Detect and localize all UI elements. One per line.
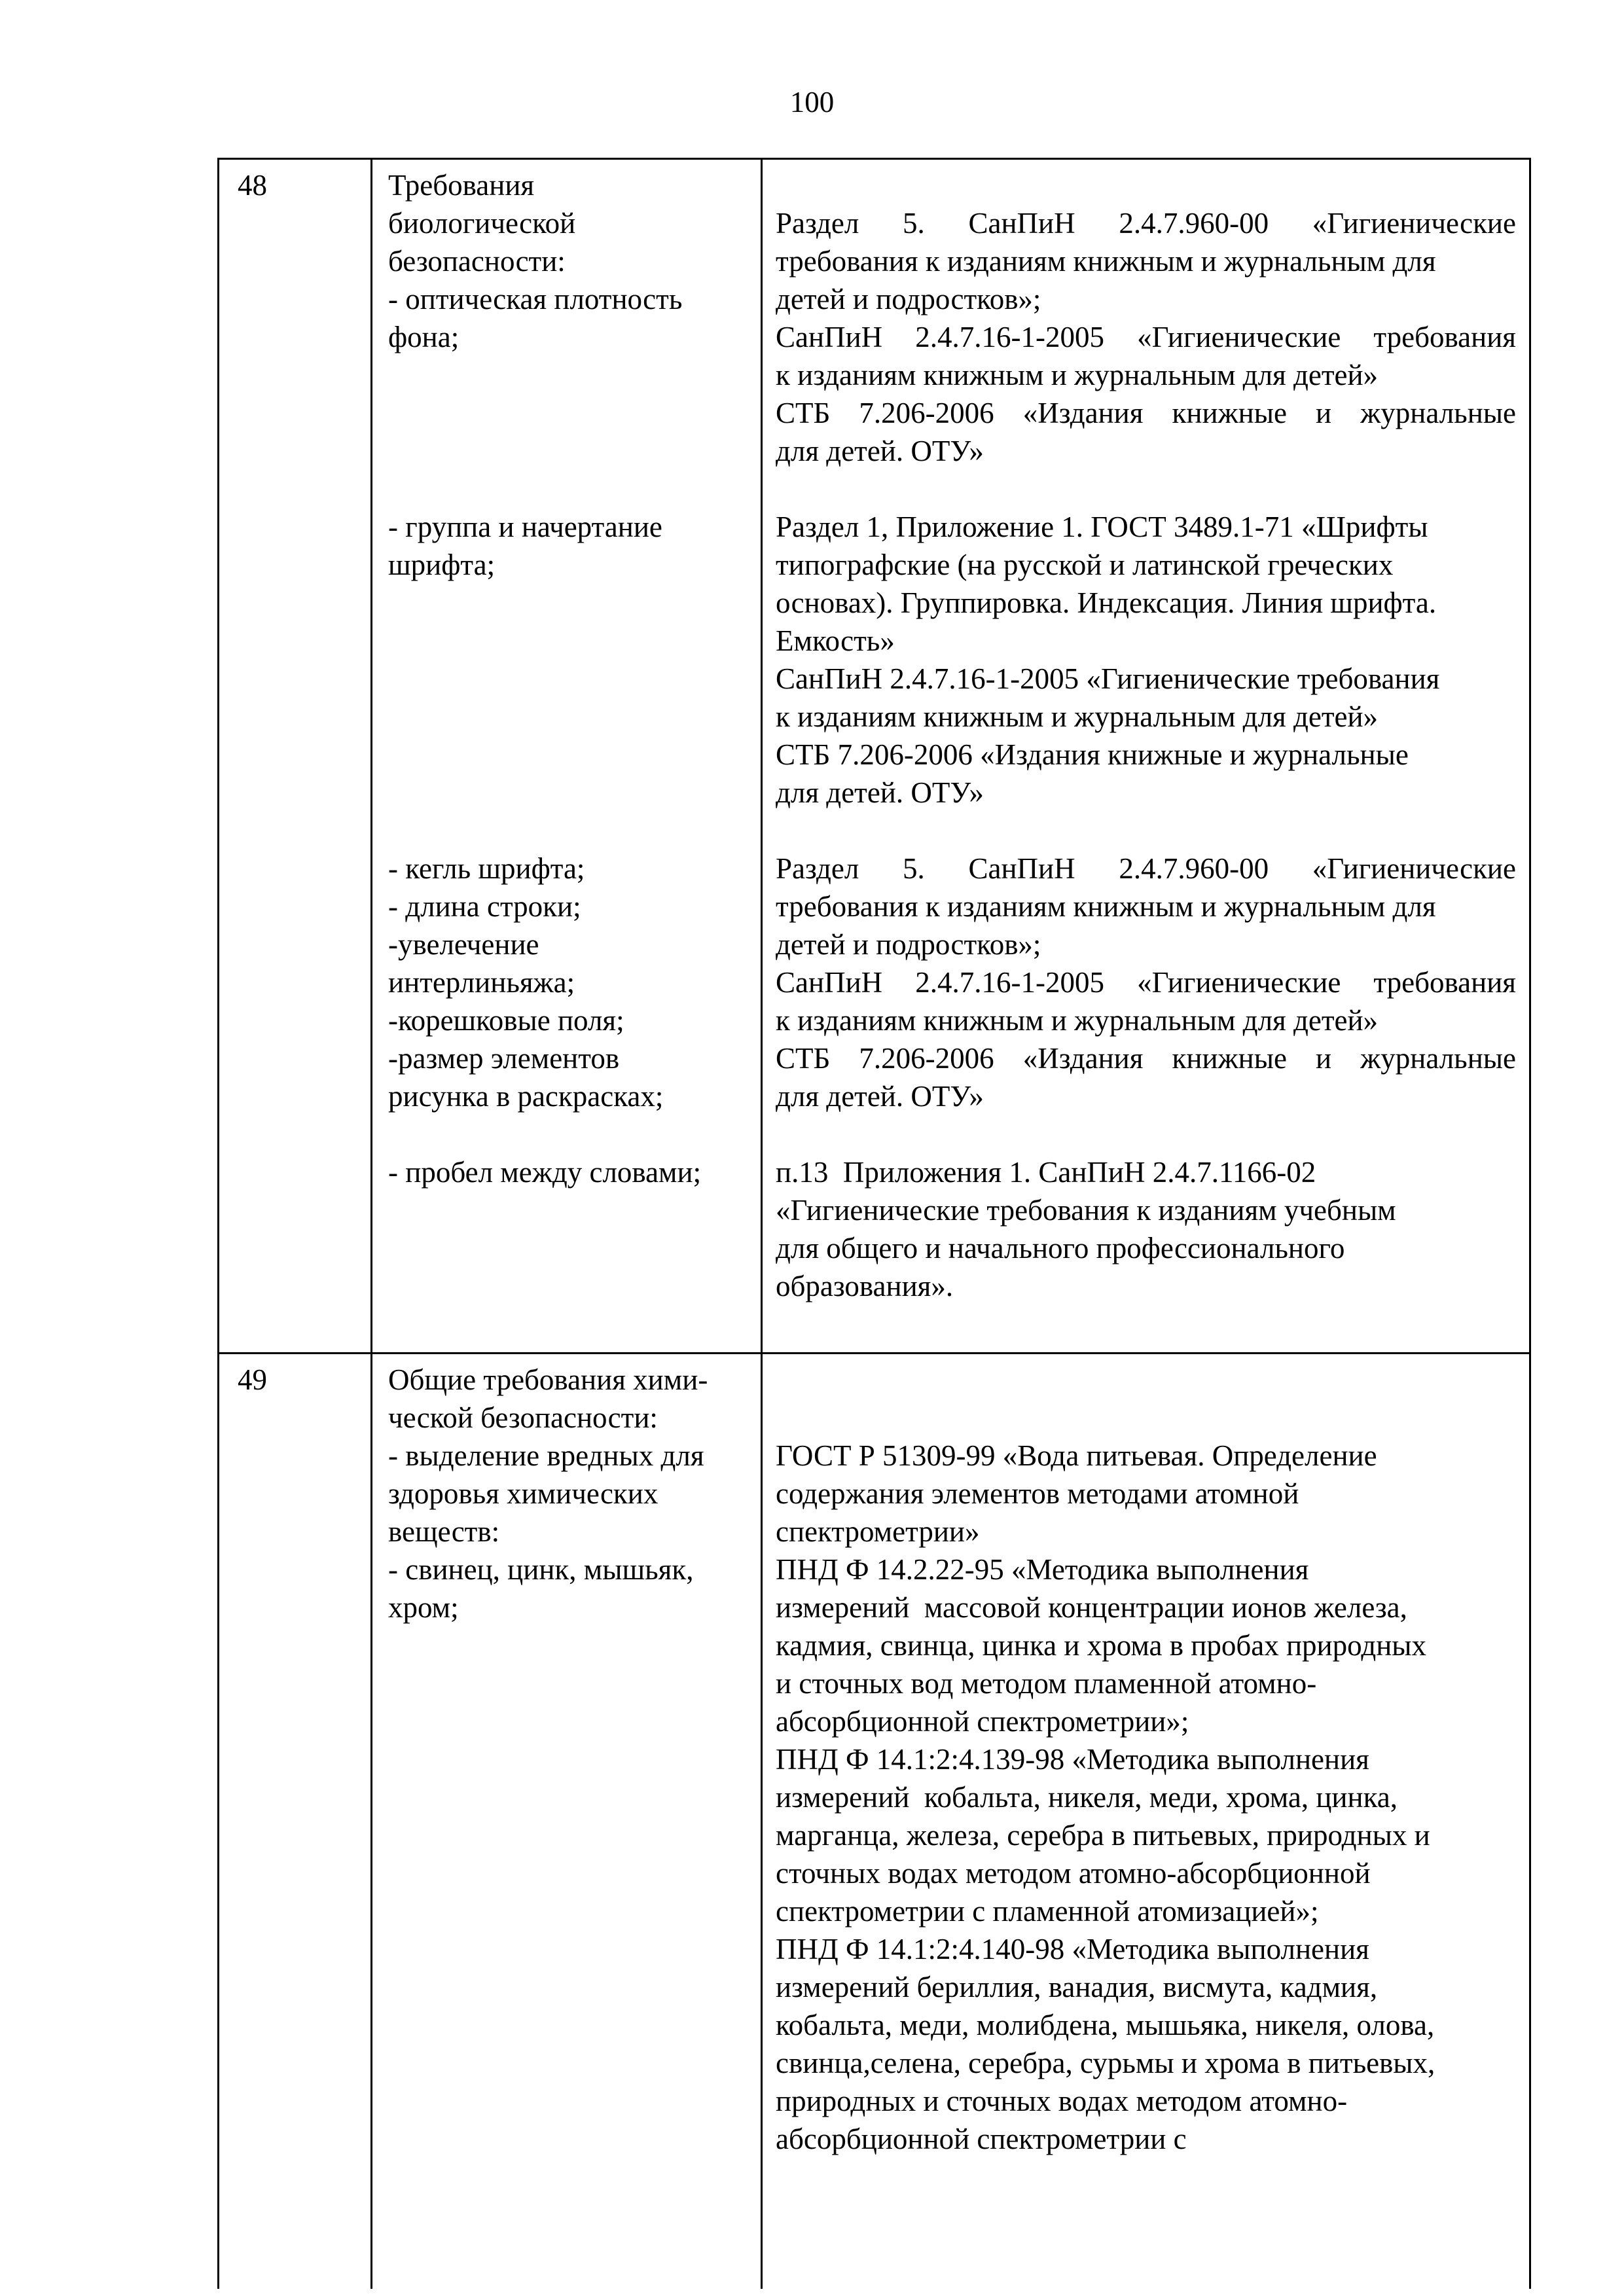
blank-line [388,394,754,432]
text-line: содержания элементов методами атомной [776,1477,1299,1510]
text-line: фона; [388,321,460,353]
row-number-cell [219,159,372,1354]
text-line: к изданиям книжным и журнальным для детей» [776,1004,1379,1037]
text-line: веществ: [388,1515,500,1548]
row-number: 49 [238,1363,267,1396]
text-line: сточных водах методом атомно-абсорбционной [776,1857,1371,1890]
text-line: спектрометрии» [776,1515,980,1548]
text-line: к изданиям книжным и журнальным для детей» [776,700,1379,733]
text-line: СТБ 7.206-2006 «Издания книжные и журнальные [776,738,1409,771]
text-line: детей и подростков»; [776,283,1041,315]
text-line: абсорбционной спектрометрии»; [776,1705,1189,1738]
text-line: - пробел между словами; [388,1156,702,1189]
text-line: измерений кобальта, никеля, меди, хрома, цинка, [776,1781,1398,1814]
text-line: СанПиН 2.4.7.16-1-2005 «Гигиенические требования [776,321,1516,353]
text-line: для детей. ОТУ» [776,776,984,809]
text-line: требования к изданиям книжным и журнальным для [776,890,1436,923]
text-line: здоровья химических [388,1477,659,1510]
text-line: интерлиньяжа; [388,966,575,999]
blank-line [776,166,1516,204]
text-line: - выделение вредных для [388,1439,704,1472]
page-number: 100 [789,86,835,118]
text-line: основах). Группировка. Индексация. Линия шрифта. [776,586,1437,619]
text-line: требования к изданиям книжным и журнальным для [776,245,1436,278]
blank-line [776,812,1516,850]
text-line: для детей. ОТУ» [776,435,984,467]
text-line: ческой безопасности: [388,1401,658,1434]
text-line: спектрометрии с пламенной атомизацией»; [776,1895,1319,1928]
text-line: - группа и начертание [388,511,662,543]
text-line: СанПиН 2.4.7.16-1-2005 «Гигиенические требования [776,662,1440,695]
text-line: к изданиям книжным и журнальным для детей» [776,359,1379,391]
requirements-table [217,158,1531,2289]
blank-line [776,470,1516,508]
text-line: рисунка в раскрасках; [388,1080,664,1113]
text-line: ПНД Ф 14.1:2:4.140-98 «Методика выполнения [776,1933,1369,1965]
text-line: -корешковые поля; [388,1004,624,1037]
text-line: Общие требования хими- [388,1363,708,1396]
text-line: Требования [388,169,535,202]
blank-line [776,1115,1516,1153]
text-line: кобальта, меди, молибдена, мышьяка, никеля, олова, [776,2009,1435,2041]
text-line: -размер элементов [388,1042,620,1075]
text-line: типографские (на русской и латинской греческих [776,548,1394,581]
text-line: - длина строки; [388,890,581,923]
blank-line [388,736,754,774]
table-row [219,159,1530,1354]
blank-line [388,432,754,470]
text-line: безопасности: [388,245,566,278]
text-line: СТБ 7.206-2006 «Издания книжные и журнальные [776,1042,1516,1075]
text-line: СанПиН 2.4.7.16-1-2005 «Гигиенические требования [776,966,1516,999]
blank-line [388,812,754,850]
text-line: образования». [776,1270,954,1302]
text-line: свинца,селена, серебра, сурьмы и хрома в питьевых, [776,2047,1435,2079]
blank-line [388,622,754,660]
text-line: Раздел 5. СанПиН 2.4.7.960-00 «Гигиенические [776,207,1516,240]
text-line: - оптическая плотность [388,283,683,315]
text-line: абсорбционной спектрометрии с [776,2123,1187,2155]
text-line: хром; [388,1591,459,1624]
row-number: 48 [238,169,267,202]
text-line: ПНД Ф 14.1:2:4.139-98 «Методика выполнения [776,1743,1369,1776]
text-line: СТБ 7.206-2006 «Издания книжные и журнальные [776,397,1516,429]
text-line: ГОСТ Р 51309-99 «Вода питьевая. Определение [776,1439,1377,1472]
text-line: - кегль шрифта; [388,852,585,885]
blank-line [776,1399,1516,1437]
text-line: марганца, железа, серебра в питьевых, природных и [776,1819,1430,1852]
text-line: - свинец, цинк, мышьяк, [388,1553,694,1586]
table-row [219,1354,1530,2289]
blank-line [388,1115,754,1153]
text-line: Емкость» [776,624,895,657]
text-line: биологической [388,207,576,240]
blank-line [388,356,754,394]
blank-line [388,470,754,508]
blank-line [388,698,754,736]
reference-cell [762,1354,1530,2289]
text-line: для общего и начального профессионального [776,1232,1345,1265]
reference-cell [762,159,1530,1354]
blank-line [776,1361,1516,1399]
text-line: кадмия, свинца, цинка и хрома в пробах природных [776,1629,1427,1662]
text-line: Раздел 1, Приложение 1. ГОСТ 3489.1-71 «Шрифты [776,511,1428,543]
blank-line [388,774,754,812]
row-number-cell [219,1354,372,2289]
blank-line [388,584,754,622]
text-line: ПНД Ф 14.2.22-95 «Методика выполнения [776,1553,1309,1586]
text-line: -увелечение [388,928,539,961]
text-line: шрифта; [388,548,496,581]
text-line: п.13 Приложения 1. СанПиН 2.4.7.1166-02 [776,1156,1316,1189]
text-line: измерений бериллия, ванадия, висмута, кадмия, [776,1971,1378,2003]
text-line: для детей. ОТУ» [776,1080,984,1113]
text-line: и сточных вод методом пламенной атомно- [776,1667,1317,1700]
blank-line [388,660,754,698]
text-line: измерений массовой концентрации ионов железа, [776,1591,1407,1624]
text-line: «Гигиенические требования к изданиям учебным [776,1194,1396,1227]
text-line: детей и подростков»; [776,928,1041,961]
text-line: Раздел 5. СанПиН 2.4.7.960-00 «Гигиенические [776,852,1516,885]
requirement-cell [372,159,762,1354]
requirement-cell [372,1354,762,2289]
text-line: природных и сточных водах методом атомно- [776,2085,1348,2117]
